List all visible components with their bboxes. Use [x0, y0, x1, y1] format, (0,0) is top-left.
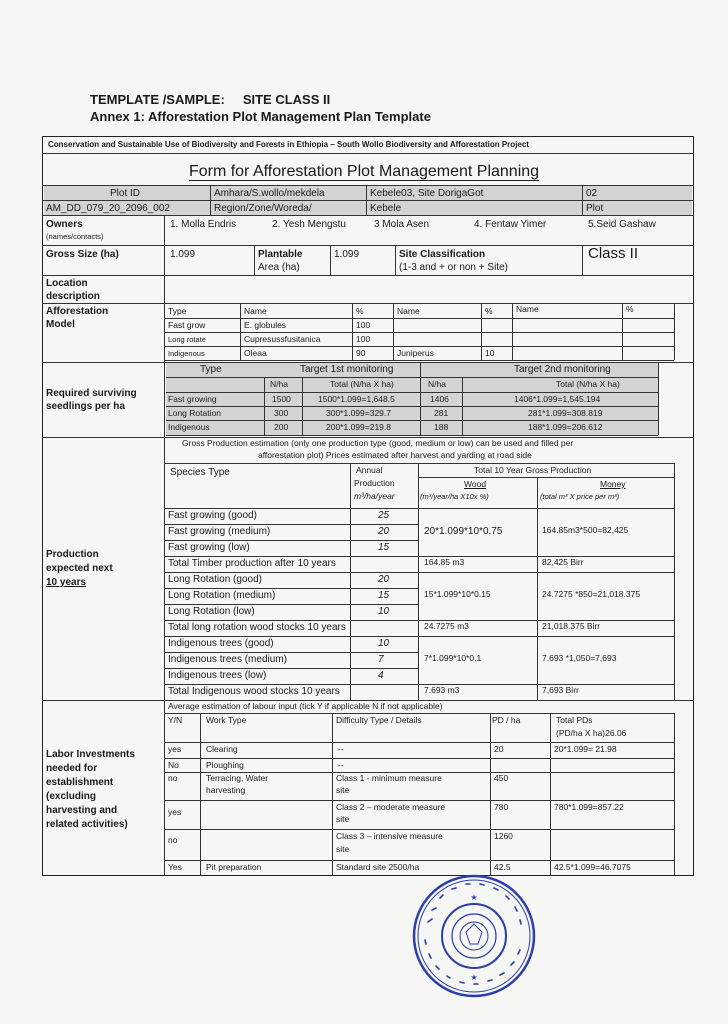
class3-pd: 1260: [494, 831, 513, 841]
wood-header: Wood: [464, 479, 487, 489]
lr-total-money: 21,018.375 Birr: [542, 621, 601, 631]
official-seal-stamp: [408, 872, 540, 1000]
surviving-row-total1: 300*1.099=329.7: [326, 408, 391, 418]
in-total-wood: 7.693 m3: [424, 685, 460, 695]
model-row-name: Oleaa: [244, 348, 267, 358]
labor-note: Average estimation of labour input (tick Y if applicable N if not applicable): [168, 701, 443, 711]
labor-label: Labor Investments: [46, 749, 135, 760]
fg-low: Fast growing (low): [168, 542, 250, 553]
in-good: Indigenous trees (good): [168, 638, 274, 649]
fg-medium: Fast growing (medium): [168, 526, 271, 537]
class1-site: site: [336, 785, 350, 795]
terracing-yn: no: [168, 773, 178, 783]
model-header-name-1: Name: [244, 306, 267, 316]
class1-pd: 450: [494, 773, 509, 783]
form-title: Form for Afforestation Plot Management Planning: [188, 163, 540, 180]
plot-id-label: Plot ID: [110, 188, 141, 199]
svg-text:★: ★: [470, 893, 478, 902]
model-header-name-2: Name: [397, 306, 420, 316]
lr-low-value: 10: [378, 606, 390, 617]
model-label: Afforestation: [46, 306, 109, 317]
total-pds-header: Total PDs: [556, 715, 593, 725]
owner-1: 1. Molla Endris: [170, 219, 237, 230]
pit-total: 42.5*1.099=46.7075: [554, 862, 631, 872]
lr-medium-value: 15: [378, 590, 390, 601]
production-note: Gross Production estimation (only one production type (good, medium or low) can be used and filled per: [182, 438, 574, 448]
model-header-pct-3: %: [626, 304, 634, 314]
plot-id-value: AM_DD_079_20_2096_002: [46, 203, 170, 214]
clearing-work: Clearing: [206, 744, 238, 754]
in-wood-formula: 7*1.099*10*0.1: [424, 653, 482, 663]
fg-money-formula: 164.85m3*500=82,425: [542, 525, 629, 535]
surviving-type-header: Type: [200, 364, 222, 375]
owner-2: 2. Yesh Mengstu: [272, 219, 346, 230]
ploughing-yn: No: [168, 760, 179, 770]
fg-good-value: 25: [378, 510, 390, 521]
wood-unit: (m³/year/ha X10x %): [420, 492, 489, 501]
lr-good: Long Rotation (good): [168, 574, 262, 585]
annex-title: Annex 1: Afforestation Plot Management Plan Template: [90, 109, 431, 124]
surviving-row-type: Indigenous: [168, 422, 210, 432]
site-classification-sublabel: (1-3 and + or non + Site): [399, 262, 508, 273]
pit-pd: 42.5: [494, 862, 511, 872]
class2-difficulty: Class 2 – moderate measure: [336, 802, 446, 812]
target-2-header: Target 2nd monitoring: [514, 364, 611, 375]
surviving-row-type: Fast growing: [168, 394, 217, 404]
plantable-label: Plantable: [258, 249, 303, 260]
lr-total-wood: 24.7275 m3: [424, 621, 469, 631]
target-2-nha: N/ha: [428, 379, 446, 389]
money-header: Money: [600, 479, 626, 489]
timber-total-money: 82,425 Birr: [542, 557, 584, 567]
production-label-2: expected next: [46, 563, 113, 574]
class2-yn: yes: [168, 807, 182, 817]
model-header-pct-1: %: [356, 306, 364, 316]
lr-money-formula: 24.7275 *850=21,018.375: [542, 589, 641, 599]
class1-difficulty: Class 1 - minimum measure: [336, 773, 442, 783]
fg-medium-value: 20: [378, 526, 390, 537]
surviving-row-total2: 188*1.099=206.612: [528, 422, 603, 432]
production-label-3: 10 years: [46, 577, 87, 588]
clearing-pd: 20: [494, 744, 504, 754]
terracing-work: Terracing, Water: [206, 773, 269, 783]
class2-pd: 780: [494, 802, 509, 812]
pit-work: Pit preparation: [206, 862, 262, 872]
surviving-row-n1: 1500: [272, 394, 291, 404]
surviving-row-total2: 1406*1.099=1,545.194: [514, 394, 601, 404]
labor-label-4: (excluding: [46, 791, 97, 802]
clearing-difficulty: --: [338, 744, 344, 754]
in-total-money: 7,693 Birr: [542, 685, 579, 695]
surviving-row-type: Long Rotation: [168, 408, 221, 418]
class3-yn: no: [168, 835, 178, 845]
plantable-sublabel: Area (ha): [258, 262, 300, 273]
production-note-2: afforestation plot) Prices estimated after harvest and yarding at road side: [258, 450, 532, 460]
model-row-pct: 100: [356, 334, 371, 344]
in-medium: Indigenous trees (medium): [168, 654, 287, 665]
production-label: Production: [46, 549, 99, 560]
in-low: Indigenous trees (low): [168, 670, 267, 681]
in-money-formula: 7.693 *1,050=7,693: [542, 653, 617, 663]
fg-wood-formula: 20*1.099*10*0.75: [424, 526, 503, 537]
surviving-row-n1: 200: [274, 422, 289, 432]
surviving-label: Required surviving: [46, 388, 137, 399]
annual-unit: m³/ha/year: [354, 491, 395, 501]
in-total-label: Total Indigenous wood stocks 10 years: [168, 686, 340, 697]
plot-number: 02: [586, 188, 598, 199]
labor-label-2: needed for: [46, 763, 98, 774]
target-1-nha: N/ha: [270, 379, 288, 389]
kebele-value: Kebele03, Site DorigaGot: [370, 188, 484, 199]
surviving-row-n2: 188: [434, 422, 449, 432]
project-title: Conservation and Sustainable Use of Biodiversity and Forests in Ethiopia – South Wollo Biodiversity and Afforestation Project: [48, 140, 529, 149]
target-2-total: Total (N/ha X ha): [556, 379, 620, 389]
labor-label-3: establishment: [46, 777, 114, 788]
fg-low-value: 15: [378, 542, 390, 553]
kebele-label: Kebele: [370, 203, 402, 214]
owners-sublabel: (names/contacts): [46, 232, 104, 241]
annual-header-2: Production: [354, 478, 395, 488]
site-classification-label: Site Classification: [399, 249, 486, 260]
model-header-type: Type: [168, 306, 187, 316]
labor-label-5: harvesting and: [46, 805, 118, 816]
lr-wood-formula: 15*1.099*10*0.15: [424, 589, 491, 599]
target-1-total: Total (N/ha X ha): [330, 379, 394, 389]
model-row-name: E. globules: [244, 320, 287, 330]
class2-site: site: [336, 814, 350, 824]
class2-total: 780*1.099=857.22: [554, 802, 624, 812]
lr-low: Long Rotation (low): [168, 606, 255, 617]
location-label: Location: [46, 278, 88, 289]
species-type-header: Species Type: [170, 467, 230, 478]
location-label-2: description: [46, 291, 100, 302]
timber-total-wood: 164.85 m3: [424, 557, 465, 567]
surviving-row-total1: 1500*1.099=1,648.5: [318, 394, 395, 404]
owners-label: Owners: [46, 219, 83, 230]
model-row-type: Fast grow: [168, 320, 206, 330]
surviving-row-n2: 281: [434, 408, 449, 418]
gross-size-value: 1.099: [170, 249, 196, 260]
labor-yn-header: Y/N: [168, 715, 183, 725]
surviving-row-n2: 1406: [430, 394, 449, 404]
surviving-row-total2: 281*1.099=308.819: [528, 408, 603, 418]
lr-medium: Long Rotation (medium): [168, 590, 276, 601]
class3-difficulty: Class 3 – intensive measure: [336, 831, 443, 841]
pd-ha-header: PD / ha: [492, 715, 521, 725]
template-heading: TEMPLATE /SAMPLE: SITE CLASS II: [90, 92, 331, 107]
clearing-total: 20*1.099= 21.98: [554, 744, 617, 754]
annual-header: Annual: [356, 465, 383, 475]
in-good-value: 10: [378, 638, 390, 649]
fg-good: Fast growing (good): [168, 510, 257, 521]
owner-4: 4. Fentaw Yimer: [474, 219, 547, 230]
model-row-type: Indigenous: [168, 349, 205, 358]
region-value: Amhara/S.wollo/mekdela: [214, 188, 325, 199]
model-header-name-3: Name: [516, 304, 539, 314]
total-pds-subheader: (PD/ha X ha)26.06: [556, 728, 627, 738]
model-row-pct: 90: [356, 348, 366, 358]
pit-difficulty: Standard site 2500/ha: [336, 862, 420, 872]
lr-good-value: 20: [378, 574, 390, 585]
model-row-pct: 100: [356, 320, 371, 330]
clearing-yn: yes: [168, 744, 182, 754]
owner-3: 3 Mola Asen: [374, 219, 430, 230]
surviving-label-2: seedlings per ha: [46, 401, 125, 412]
model-label-2: Model: [46, 319, 75, 330]
surviving-row-n1: 300: [274, 408, 289, 418]
lr-total-label: Total long rotation wood stocks 10 years: [168, 622, 346, 633]
model-header-pct-2: %: [485, 306, 493, 316]
in-medium-value: 7: [378, 654, 384, 665]
svg-text:★: ★: [470, 973, 478, 982]
difficulty-header: Difficulty Type / Details: [336, 715, 422, 725]
plantable-value: 1.099: [334, 249, 360, 260]
model-row-type: Long rotate: [168, 335, 206, 344]
total10-header: Total 10 Year Gross Production: [474, 465, 592, 475]
ploughing-work: Ploughing: [206, 760, 244, 770]
gross-size-label: Gross Size (ha): [46, 249, 119, 260]
class3-site: site: [336, 844, 350, 854]
in-low-value: 4: [378, 670, 384, 681]
owner-5: 5.Seid Gashaw: [588, 219, 656, 230]
money-unit: (total m³ X price per m³): [540, 492, 620, 501]
timber-total-label: Total Timber production after 10 years: [168, 558, 336, 569]
ploughing-difficulty: --: [338, 760, 344, 770]
target-1-header: Target 1st monitoring: [300, 364, 394, 375]
labor-label-6: related activities): [46, 819, 128, 830]
region-label: Region/Zone/Woreda/: [214, 203, 312, 214]
work-type-header: Work Type: [206, 715, 247, 725]
plot-label: Plot: [586, 203, 604, 214]
surviving-row-total1: 200*1.099=219.8: [326, 422, 391, 432]
model-row-name: Cupresussfusitanica: [244, 334, 321, 344]
pit-yn: Yes: [168, 862, 182, 872]
model-row-pct-2: 10: [485, 348, 495, 358]
site-class-value: Class II: [588, 245, 639, 262]
terracing-work-2: harvesting: [206, 785, 246, 795]
model-row-name-2: Juniperus: [397, 348, 434, 358]
